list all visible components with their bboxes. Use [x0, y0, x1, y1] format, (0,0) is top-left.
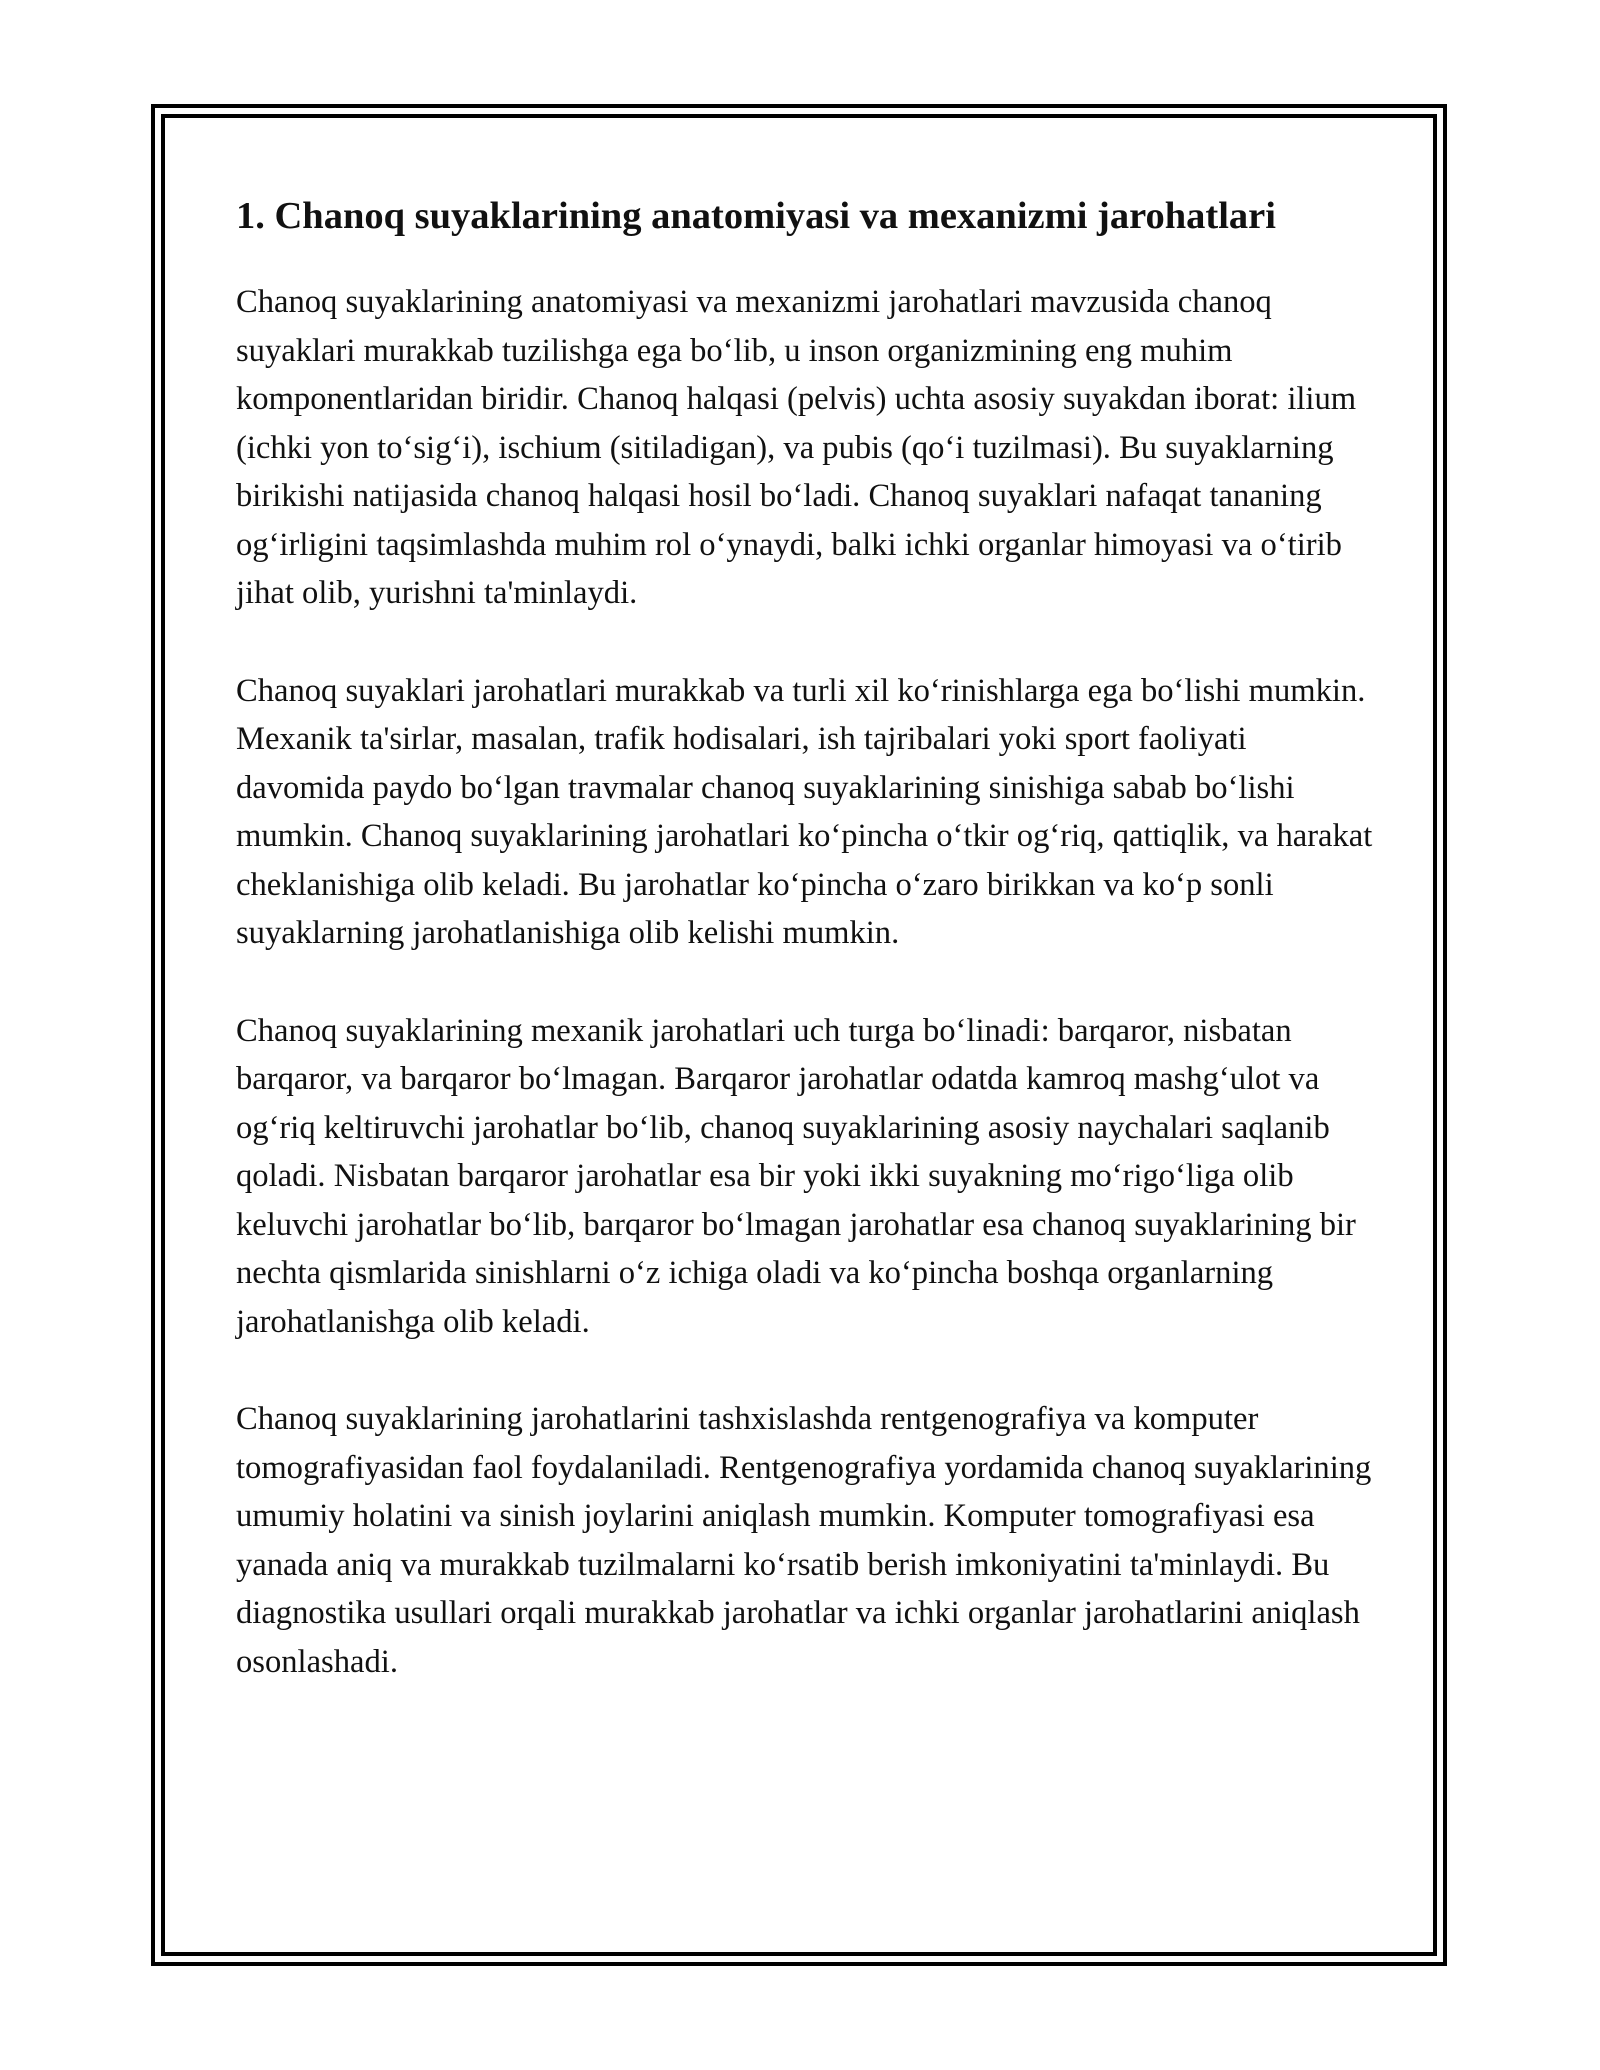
paragraph-diagnostics: Chanoq suyaklarining jarohatlarini tashxislashda rentgenografiya va komputer tomografiyasidan faol foydalaniladi. Rentgenografiya yordamida chanoq suyaklarining umumiy holatini va sinish joylarini aniqlash mumkin. Komputer tomografiyasi esa yanada aniq va murakkab tuzilmalarni ko‘rsatib berish imkoniyatini ta'minlaydi. Bu diagnostika usullari orqali murakkab jarohatlar va ichki organlar jarohatlarini aniqlash osonlashadi. [236, 1401, 1372, 1680]
section-heading: 1. Chanoq suyaklarining anatomiyasi va mexanizmi jarohatlari [236, 195, 1276, 237]
paragraph-injury-causes: Chanoq suyaklari jarohatlari murakkab va turli xil ko‘rinishlarga ega bo‘lishi mumkin. Mexanik ta'sirlar, masalan, trafik hodisalari, ish tajribalari yoki sport faoliyati davomida paydo bo‘lgan travmalar chanoq suyaklarining sinishiga sabab bo‘lishi mumkin. Chanoq suyaklarining jarohatlari ko‘pincha o‘tkir og‘riq, qattiqlik, va harakat cheklanishiga olib keladi. Bu jarohatlar ko‘pincha o‘zaro birikkan va ko‘p sonli suyaklarning jarohatlanishiga olib kelishi mumkin. [236, 672, 1373, 951]
paragraph-anatomy: Chanoq suyaklarining anatomiyasi va mexanizmi jarohatlari mavzusida chanoq suyaklari murakkab tuzilishga ega bo‘lib, u inson organizmining eng muhim komponentlaridan biridir. Chanoq halqasi (pelvis) uchta asosiy suyakdan iborat: ilium (ichki yon to‘sig‘i), ischium (sitiladigan), va pubis (qo‘i tuzilmasi). Bu suyaklarning birikishi natijasida chanoq halqasi hosil bo‘ladi. Chanoq suyaklari nafaqat tananing og‘irligini taqsimlashda muhim rol o‘ynaydi, balki ichki organlar himoyasi va o‘tirib jihat olib, yurishni ta'minlaydi. [236, 284, 1357, 611]
paragraph-injury-types: Chanoq suyaklarining mexanik jarohatlari uch turga bo‘linadi: barqaror, nisbatan barqaror, va barqaror bo‘lmagan. Barqaror jarohatlar odatda kamroq mashg‘ulot va og‘riq keltiruvchi jarohatlar bo‘lib, chanoq suyaklarining asosiy naychalari saqlanib qoladi. Nisbatan barqaror jarohatlar esa bir yoki ikki suyakning mo‘rigo‘liga olib keluvchi jarohatlar bo‘lib, barqaror bo‘lmagan jarohatlar esa chanoq suyaklarining bir nechta qismlarida sinishlarni o‘z ichiga oladi va ko‘pincha boshqa organlarning jarohatlanishga olib keladi. [236, 1012, 1356, 1340]
document-body [236, 188, 1378, 1686]
